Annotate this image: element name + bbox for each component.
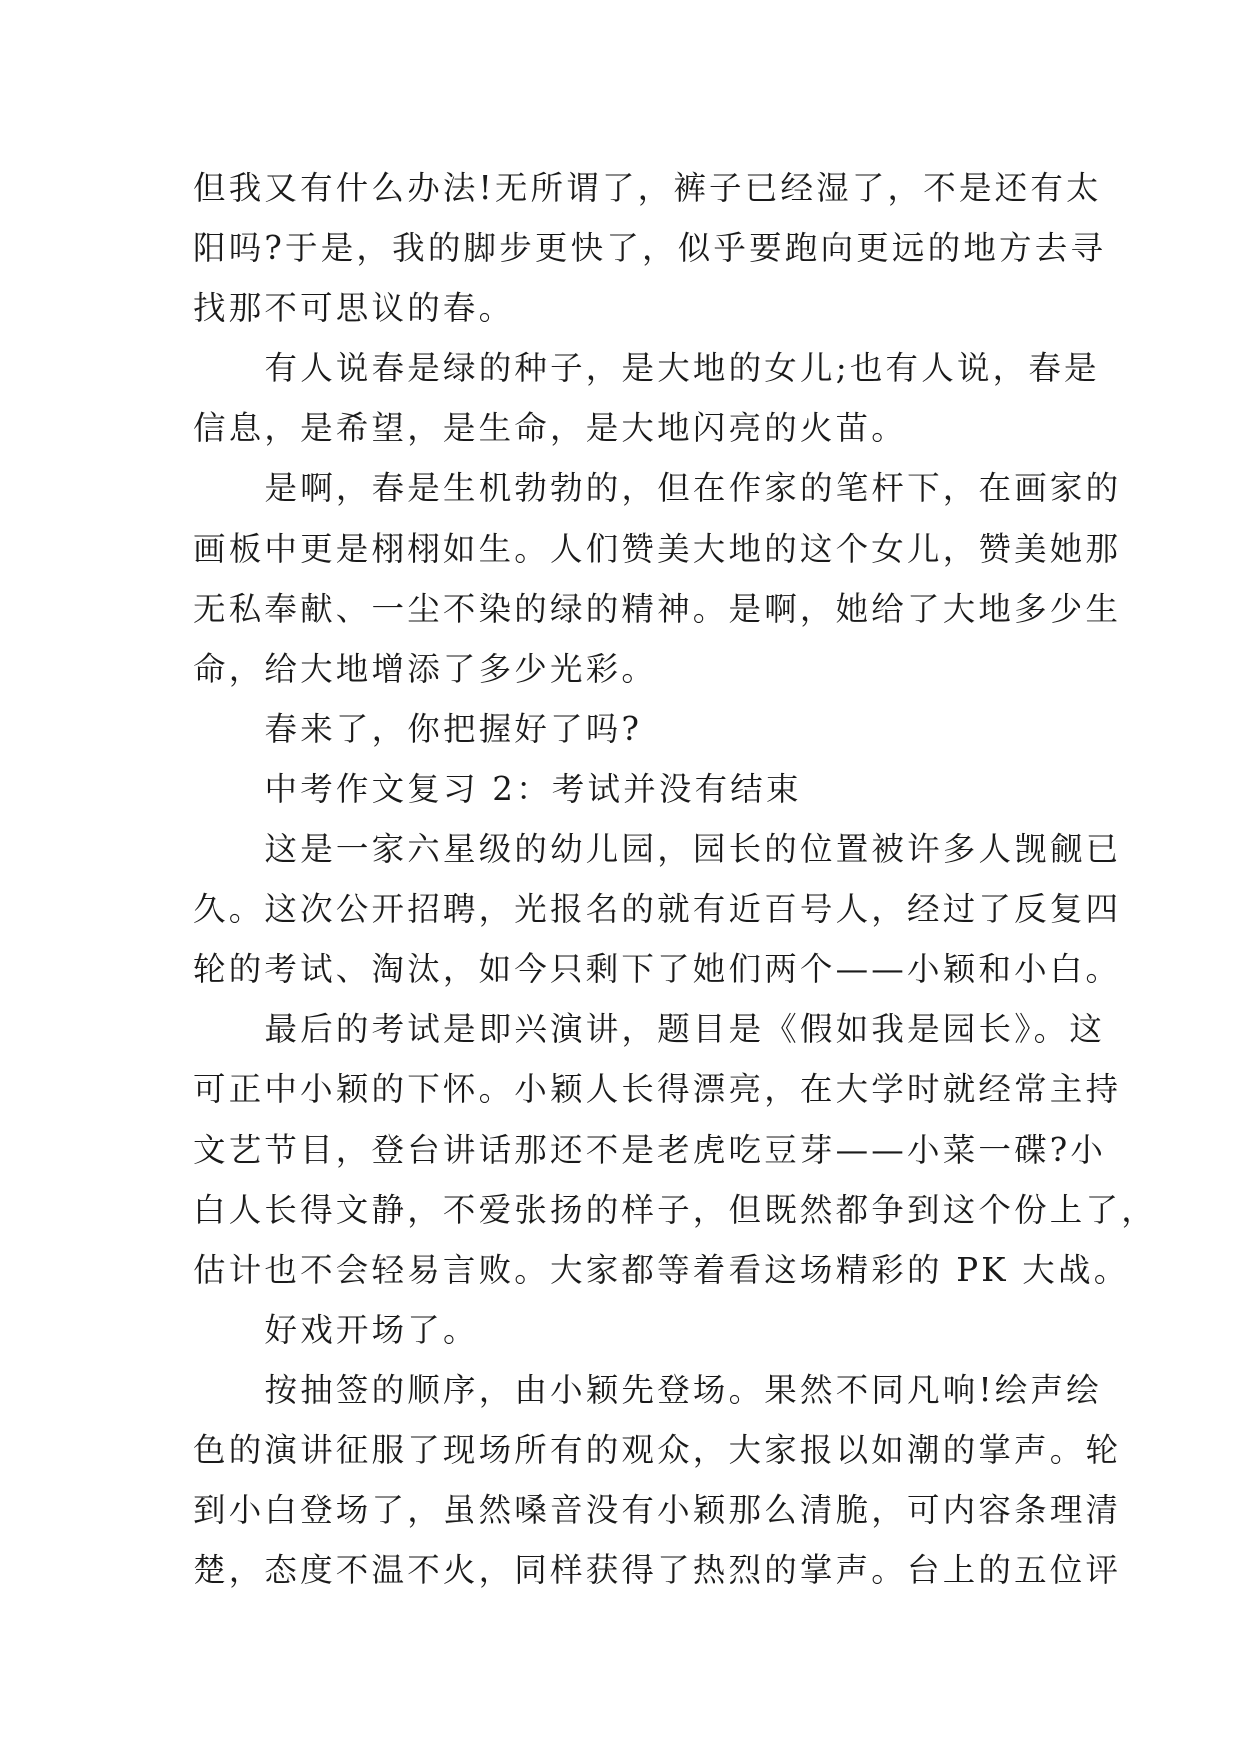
text-line: 命，给大地增添了多少光彩。 [193, 649, 658, 688]
text-line: 春来了，你把握好了吗? [264, 709, 643, 748]
text-line: 信息，是希望，是生命，是大地闪亮的火苗。 [193, 409, 908, 448]
text-line: 久。这次公开招聘，光报名的就有近百号人，经过了反复四 [193, 890, 1122, 929]
text-line: 色的演讲征服了现场所有的观众，大家报以如潮的掌声。轮 [193, 1430, 1122, 1469]
text-line: 到小白登场了，虽然嗓音没有小颖那么清脆，可内容条理清 [193, 1491, 1122, 1530]
heading-line: 中考作文复习 2：考试并没有结束 [264, 769, 802, 808]
text-line: 有人说春是绿的种子，是大地的女儿;也有人说，春是 [264, 349, 1100, 388]
text-line: 最后的考试是即兴演讲，题目是《假如我是园长》。这 [264, 1010, 1106, 1049]
text-line: 是啊，春是生机勃勃的，但在作家的笔杆下，在画家的 [264, 469, 1122, 508]
paragraph-9 [193, 1360, 1122, 1600]
paragraph-6 [193, 819, 1122, 999]
text-line: 画板中更是栩栩如生。人们赞美大地的这个女儿，赞美她那 [193, 529, 1122, 568]
paragraph-4 [193, 699, 1073, 759]
text-line: 这是一家六星级的幼儿园，园长的位置被许多人觊觎已 [264, 830, 1122, 869]
text-line: 文艺节目，登台讲话那还不是老虎吃豆芽——小菜一碟?小 [193, 1130, 1107, 1169]
paragraph-8 [193, 1300, 1073, 1360]
text-line: 无私奉献、一尘不染的绿的精神。是啊，她给了大地多少生 [193, 589, 1122, 628]
text-line: 好戏开场了。 [264, 1310, 479, 1349]
text-line: 可正中小颖的下怀。小颖人长得漂亮，在大学时就经常主持 [193, 1070, 1122, 1109]
text-line: 但我又有什么办法!无所谓了，裤子已经湿了，不是还有太 [193, 169, 1102, 207]
text-line: 找那不可思议的春。 [193, 289, 515, 328]
text-line: 白人长得文静，不爱张扬的样子，但既然都争到这个份上了， [193, 1190, 1157, 1229]
section-heading [193, 759, 1073, 819]
document-body [193, 158, 1157, 1600]
paragraph-3 [193, 458, 1122, 698]
text-line: 楚，态度不温不火，同样获得了热烈的掌声。台上的五位评 [193, 1551, 1122, 1590]
text-line: 按抽签的顺序，由小颖先登场。果然不同凡响!绘声绘 [264, 1370, 1102, 1409]
paragraph-1 [193, 158, 1107, 338]
paragraph-2 [193, 338, 1100, 458]
text-line: 轮的考试、淘汰，如今只剩下了她们两个——小颖和小白。 [193, 950, 1122, 989]
text-line: 阳吗?于是，我的脚步更快了，似乎要跑向更远的地方去寻 [193, 229, 1107, 268]
text-line: 估计也不会轻易言败。大家都等着看这场精彩的 PK 大战。 [193, 1250, 1130, 1289]
paragraph-7 [193, 999, 1157, 1299]
